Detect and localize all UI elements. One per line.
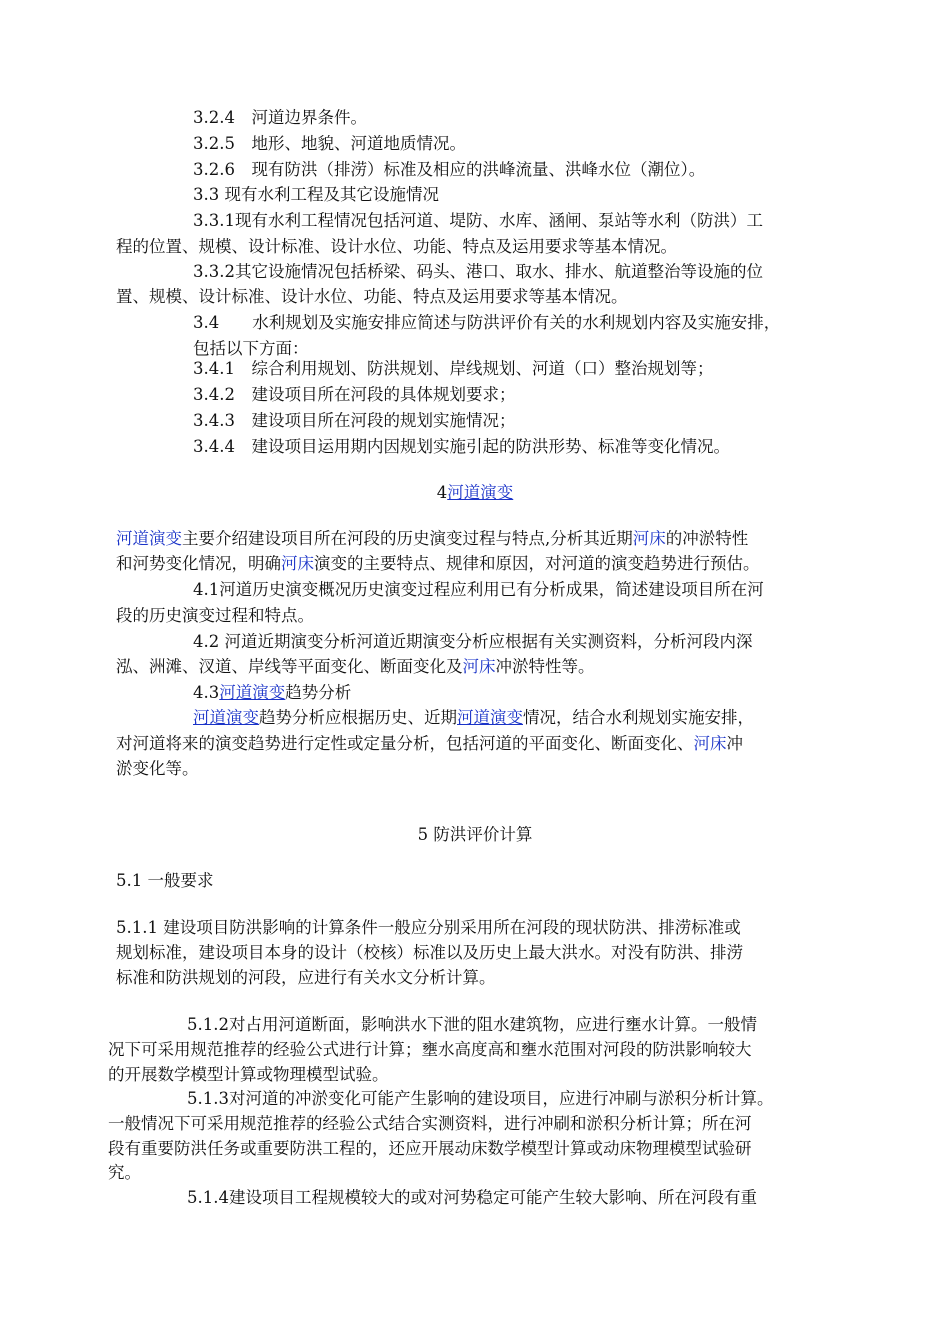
text-line: 3.2.4 河道边界条件。 bbox=[193, 108, 367, 127]
text-line bbox=[116, 552, 760, 576]
text-span: 冲淤特性等。 bbox=[495, 657, 595, 676]
text-line: 究。 bbox=[108, 1163, 141, 1182]
text-line: 段的历史演变过程和特点。 bbox=[116, 606, 314, 625]
text-line: 程的位置、规模、设计标准、设计水位、功能、特点及运用要求等基本情况。 bbox=[116, 237, 677, 256]
term-link[interactable]: 河道演变 bbox=[457, 708, 523, 727]
text-line: 4.1河道历史演变概况历史演变过程应利用已有分析成果，简述建设项目所在河 bbox=[193, 580, 764, 599]
text-line bbox=[116, 732, 743, 756]
text-line: 3.4.3 建设项目所在河段的规划实施情况； bbox=[193, 411, 516, 430]
subheading: 5.1 一般要求 bbox=[116, 871, 214, 890]
text-line: 3.3.2其它设施情况包括桥梁、码头、港口、取水、排水、航道整治等设施的位 bbox=[193, 262, 763, 281]
term-link[interactable]: 河床 bbox=[281, 554, 314, 573]
text-line: 规划标准，建设项目本身的设计（校核）标准以及历史上最大洪水。对没有防洪、排涝 bbox=[116, 943, 743, 962]
text-line: 3.4.4 建设项目运用期内因规划实施引起的防洪形势、标准等变化情况。 bbox=[193, 437, 730, 456]
term-link[interactable]: 河床 bbox=[693, 734, 727, 753]
term-link[interactable]: 河床 bbox=[462, 657, 496, 676]
text-line: 3.2.5 地形、地貌、河道地质情况。 bbox=[193, 134, 466, 153]
text-line: 的开展数学模型计算或物理模型试验。 bbox=[108, 1065, 389, 1084]
term-link[interactable]: 河道演变 bbox=[219, 683, 286, 702]
term-link[interactable]: 河床 bbox=[632, 529, 666, 548]
term-link[interactable]: 河道演变 bbox=[193, 708, 259, 727]
text-line: 段有重要防洪任务或重要防洪工程的，还应开展动床数学模型计算或动床物理模型试验研 bbox=[108, 1139, 752, 1158]
text-span: 演变的主要特点、规律和原因，对河道的演变趋势进行预估。 bbox=[314, 554, 760, 573]
text-line: 4.2 河道近期演变分析河道近期演变分析应根据有关实测资料，分析河段内深 bbox=[193, 632, 753, 651]
text-span: 和河势变化情况，明确 bbox=[116, 554, 281, 573]
section-heading: 3.3 现有水利工程及其它设施情况 bbox=[193, 185, 439, 204]
text-span: 情况，结合水利规划实施安排， bbox=[523, 708, 754, 727]
text-line: 3.3.1现有水利工程情况包括河道、堤防、水库、涵闸、泵站等水利（防洪）工 bbox=[193, 211, 763, 230]
text-span: 趋势分析 bbox=[285, 683, 352, 702]
text-line: 包括以下方面： bbox=[193, 339, 309, 358]
text-line bbox=[193, 706, 754, 730]
text-span: 主要介绍建设项目所在河段的历史演变过程与特点,分析其近期 bbox=[182, 529, 633, 548]
text-span: 泓、洲滩、汊道、岸线等平面变化、断面变化及 bbox=[116, 657, 463, 676]
text-line: 5.1.4建设项目工程规模较大的或对河势稳定可能产生较大影响、所在河段有重 bbox=[187, 1188, 757, 1207]
text-line: 一般情况下可采用规范推荐的经验公式结合实测资料，进行冲刷和淤积分析计算；所在河 bbox=[108, 1114, 752, 1133]
text-line: 5.1.1 建设项目防洪影响的计算条件一般应分别采用所在河段的现状防洪、排涝标准或 bbox=[116, 918, 741, 937]
text-line: 3.2.6 现有防洪（排涝）标准及相应的洪峰流量、洪峰水位（潮位）。 bbox=[193, 160, 706, 179]
heading-link[interactable]: 河道演变 bbox=[447, 483, 514, 502]
text-line: 淤变化等。 bbox=[116, 759, 199, 778]
text-span: 的冲淤特性 bbox=[665, 529, 749, 548]
text-line bbox=[116, 527, 748, 551]
text-line: 置、规模、设计标准、设计水位、功能、特点及运用要求等基本情况。 bbox=[116, 287, 628, 306]
text-line: 3.4.2 建设项目所在河段的具体规划要求； bbox=[193, 385, 516, 404]
section-5-heading: 5 防洪评价计算 bbox=[417, 825, 533, 844]
subheading bbox=[193, 681, 351, 705]
text-line: 标准和防洪规划的河段，应进行有关水文分析计算。 bbox=[116, 968, 496, 987]
text-span: 4.3 bbox=[193, 683, 220, 702]
section-4-heading bbox=[0, 481, 950, 505]
term-link[interactable]: 河道演变 bbox=[116, 529, 182, 548]
text-line: 3.4 水利规划及实施安排应简述与防洪评价有关的水利规划内容及实施安排， bbox=[193, 313, 781, 332]
text-span: 冲 bbox=[726, 734, 743, 753]
heading-number: 4 bbox=[436, 483, 448, 502]
text-line bbox=[116, 655, 595, 679]
text-line: 5.1.2对占用河道断面，影响洪水下泄的阻水建筑物，应进行壅水计算。一般情 bbox=[187, 1015, 757, 1034]
text-span: 对河道将来的演变趋势进行定性或定量分析，包括河道的平面变化、断面变化、 bbox=[116, 734, 694, 753]
text-line: 3.4.1 综合利用规划、防洪规划、岸线规划、河道（口）整治规划等； bbox=[193, 359, 714, 378]
text-span: 趋势分析应根据历史、近期 bbox=[259, 708, 457, 727]
text-line: 况下可采用规范推荐的经验公式进行计算；壅水高度高和壅水范围对河段的防洪影响较大 bbox=[108, 1040, 752, 1059]
text-line: 5.1.3对河道的冲淤变化可能产生影响的建设项目，应进行冲刷与淤积分析计算。 bbox=[187, 1089, 774, 1108]
